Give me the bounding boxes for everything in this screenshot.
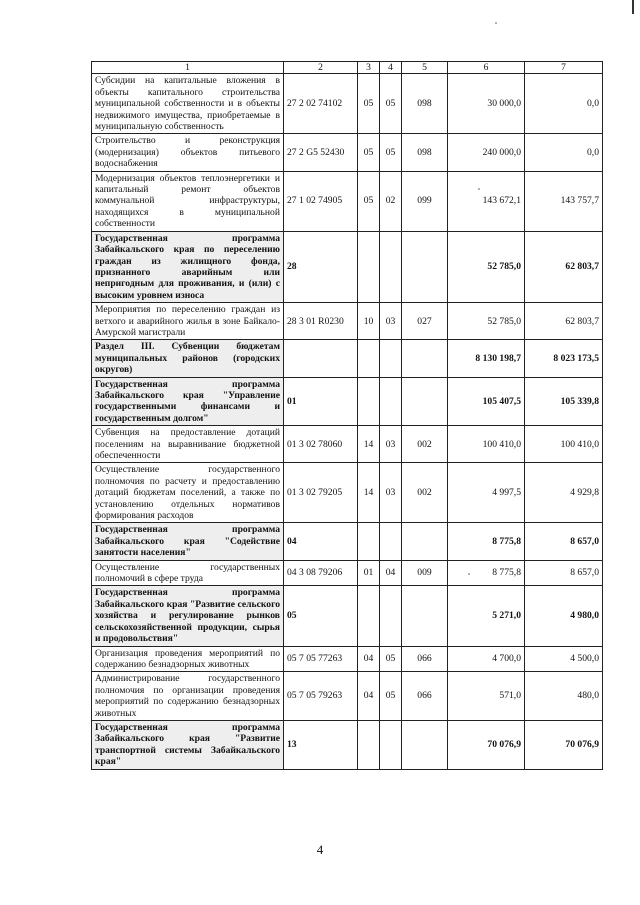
cell-expense-type: 066: [402, 672, 448, 721]
cell-name: Государственная программа Забайкальского края "Развитие сельского хозяйства и регулирование рынков сельскохозяйственной продукции, сырья и продовольствия": [92, 586, 284, 646]
cell-amount-year1: 571,0: [448, 672, 525, 721]
cell-section: 14: [358, 463, 380, 523]
cell-amount-year2: 143 757,7: [525, 171, 603, 231]
table-row: [92, 377, 603, 426]
cell-amount-year1: 143 672,1: [448, 171, 525, 231]
table-row: [92, 171, 603, 231]
cell-code: 28: [284, 231, 358, 302]
cell-amount-year2: 62 803,7: [525, 303, 603, 340]
cell-amount-year1: 8 775,8: [448, 523, 525, 560]
table-row: [92, 672, 603, 721]
scan-dot: [495, 22, 497, 24]
cell-section: 10: [358, 303, 380, 340]
cell-subsection: 03: [380, 303, 402, 340]
table-body: [92, 74, 603, 769]
cell-code: 01: [284, 377, 358, 426]
cell-amount-year1: 8 130 198,7: [448, 340, 525, 377]
cell-code: 13: [284, 720, 358, 769]
cell-amount-year2: 100 410,0: [525, 426, 603, 463]
cell-code: 27 2 02 74102: [284, 74, 358, 134]
cell-name: Осуществление государственных полномочий в сфере труда: [92, 560, 284, 586]
cell-subsection: [380, 720, 402, 769]
table-row: [92, 560, 603, 586]
cell-code: [284, 340, 358, 377]
cell-amount-year1: 8 775,8: [448, 560, 525, 586]
cell-subsection: 05: [380, 646, 402, 672]
cell-code: 27 1 02 74905: [284, 171, 358, 231]
cell-code: 27 2 G5 52430: [284, 134, 358, 171]
cell-name: Государственная программа Забайкальского края "Управление государственными финансами и государственным долгом": [92, 377, 284, 426]
column-header: 4: [380, 62, 402, 74]
table-row: [92, 463, 603, 523]
cell-name: Мероприятия по переселению граждан из ветхого и аварийного жилья в зоне Байкало-Амурской магистрали: [92, 303, 284, 340]
cell-expense-type: [402, 586, 448, 646]
cell-expense-type: 009: [402, 560, 448, 586]
budget-table: [91, 61, 603, 770]
cell-amount-year1: 52 785,0: [448, 231, 525, 302]
cell-amount-year1: 4 997,5: [448, 463, 525, 523]
cell-name: Организация проведения мероприятий по содержанию безнадзорных животных: [92, 646, 284, 672]
cell-code: 01 3 02 78060: [284, 426, 358, 463]
cell-amount-year1: 52 785,0: [448, 303, 525, 340]
cell-expense-type: 027: [402, 303, 448, 340]
table-row: [92, 426, 603, 463]
cell-section: 05: [358, 74, 380, 134]
cell-amount-year2: 4 929,8: [525, 463, 603, 523]
cell-subsection: 05: [380, 672, 402, 721]
table-row: [92, 720, 603, 769]
cell-amount-year2: 8 657,0: [525, 560, 603, 586]
cell-name: Субсидии на капитальные вложения в объекты капитального строительства муниципальной собственности и в объекты недвижимого имущества, приобретаемые в муниципальную собственность: [92, 74, 284, 134]
cell-expense-type: 002: [402, 426, 448, 463]
cell-subsection: 05: [380, 134, 402, 171]
cell-code: 04 3 08 79206: [284, 560, 358, 586]
cell-expense-type: [402, 720, 448, 769]
cell-name: Государственная программа Забайкальского края "Содействие занятости населения": [92, 523, 284, 560]
cell-section: 14: [358, 426, 380, 463]
cell-expense-type: 066: [402, 646, 448, 672]
cell-name: Модернизация объектов теплоэнергетики и капитальный ремонт объектов коммунальной инфраструктуры, находящихся в муниципальной собственности: [92, 171, 284, 231]
cell-section: [358, 231, 380, 302]
cell-section: [358, 377, 380, 426]
column-header: 3: [358, 62, 380, 74]
cell-code: 01 3 02 79205: [284, 463, 358, 523]
cell-section: [358, 523, 380, 560]
cell-amount-year2: 8 023 173,5: [525, 340, 603, 377]
cell-code: 05: [284, 586, 358, 646]
cell-amount-year2: 62 803,7: [525, 231, 603, 302]
cell-name: Государственная программа Забайкальского края "Развитие транспортной системы Забайкальского края": [92, 720, 284, 769]
cell-expense-type: [402, 231, 448, 302]
cell-section: [358, 586, 380, 646]
cell-subsection: 04: [380, 560, 402, 586]
cell-code: 04: [284, 523, 358, 560]
cell-name: Субвенция на предоставление дотаций поселениям на выравнивание бюджетной обеспеченности: [92, 426, 284, 463]
cell-expense-type: 098: [402, 74, 448, 134]
cell-subsection: [380, 523, 402, 560]
table-row: [92, 74, 603, 134]
column-header: 6: [448, 62, 525, 74]
cell-expense-type: [402, 340, 448, 377]
cell-subsection: [380, 377, 402, 426]
cell-amount-year1: 30 000,0: [448, 74, 525, 134]
cell-amount-year1: 70 076,9: [448, 720, 525, 769]
table-row: [92, 586, 603, 646]
cell-amount-year2: 4 500,0: [525, 646, 603, 672]
table-row: [92, 134, 603, 171]
cell-name: Осуществление государственного полномочия по расчету и предоставлению дотаций бюджетам поселений, а также по установлению отдельных нормативов формирования расходов: [92, 463, 284, 523]
cell-subsection: 03: [380, 463, 402, 523]
cell-amount-year1: 100 410,0: [448, 426, 525, 463]
table-row: [92, 523, 603, 560]
cell-code: 05 7 05 77263: [284, 646, 358, 672]
cell-amount-year2: 0,0: [525, 74, 603, 134]
scan-edge-mark: [632, 0, 634, 14]
cell-subsection: 03: [380, 426, 402, 463]
cell-code: 28 3 01 R0230: [284, 303, 358, 340]
table-row: [92, 340, 603, 377]
cell-amount-year2: 4 980,0: [525, 586, 603, 646]
cell-amount-year2: 8 657,0: [525, 523, 603, 560]
cell-amount-year1: 4 700,0: [448, 646, 525, 672]
table-row: [92, 231, 603, 302]
cell-name: Администрирование государственного полномочия по организации проведения мероприятий по содержанию безнадзорных животных: [92, 672, 284, 721]
page-number: 4: [316, 842, 324, 857]
cell-name: Строительство и реконструкция (модернизация) объектов питьевого водоснабжения: [92, 134, 284, 171]
cell-amount-year2: 70 076,9: [525, 720, 603, 769]
cell-amount-year2: 0,0: [525, 134, 603, 171]
cell-amount-year1: 105 407,5: [448, 377, 525, 426]
cell-expense-type: [402, 377, 448, 426]
column-header: 2: [284, 62, 358, 74]
cell-subsection: 05: [380, 74, 402, 134]
cell-code: 05 7 05 79263: [284, 672, 358, 721]
column-header: 7: [525, 62, 603, 74]
cell-section: 01: [358, 560, 380, 586]
cell-section: 04: [358, 672, 380, 721]
cell-amount-year1: 240 000,0: [448, 134, 525, 171]
column-header: 1: [92, 62, 284, 74]
table-header-row: [92, 62, 603, 74]
cell-amount-year1: 5 271,0: [448, 586, 525, 646]
cell-expense-type: 002: [402, 463, 448, 523]
cell-name: Раздел III. Субвенции бюджетам муниципальных районов (городских округов): [92, 340, 284, 377]
cell-section: 05: [358, 134, 380, 171]
cell-subsection: [380, 586, 402, 646]
cell-subsection: [380, 340, 402, 377]
cell-section: 04: [358, 646, 380, 672]
cell-section: [358, 720, 380, 769]
cell-section: 05: [358, 171, 380, 231]
cell-amount-year2: 480,0: [525, 672, 603, 721]
cell-expense-type: 098: [402, 134, 448, 171]
column-header: 5: [402, 62, 448, 74]
cell-expense-type: 099: [402, 171, 448, 231]
cell-name: Государственная программа Забайкальского края по переселению граждан из жилищного фонда, признанного аварийным или непригодным для проживания, и (или) с высоким уровнем износа: [92, 231, 284, 302]
cell-amount-year2: 105 339,8: [525, 377, 603, 426]
cell-subsection: [380, 231, 402, 302]
table-row: [92, 303, 603, 340]
cell-section: [358, 340, 380, 377]
table-row: [92, 646, 603, 672]
cell-subsection: 02: [380, 171, 402, 231]
cell-expense-type: [402, 523, 448, 560]
